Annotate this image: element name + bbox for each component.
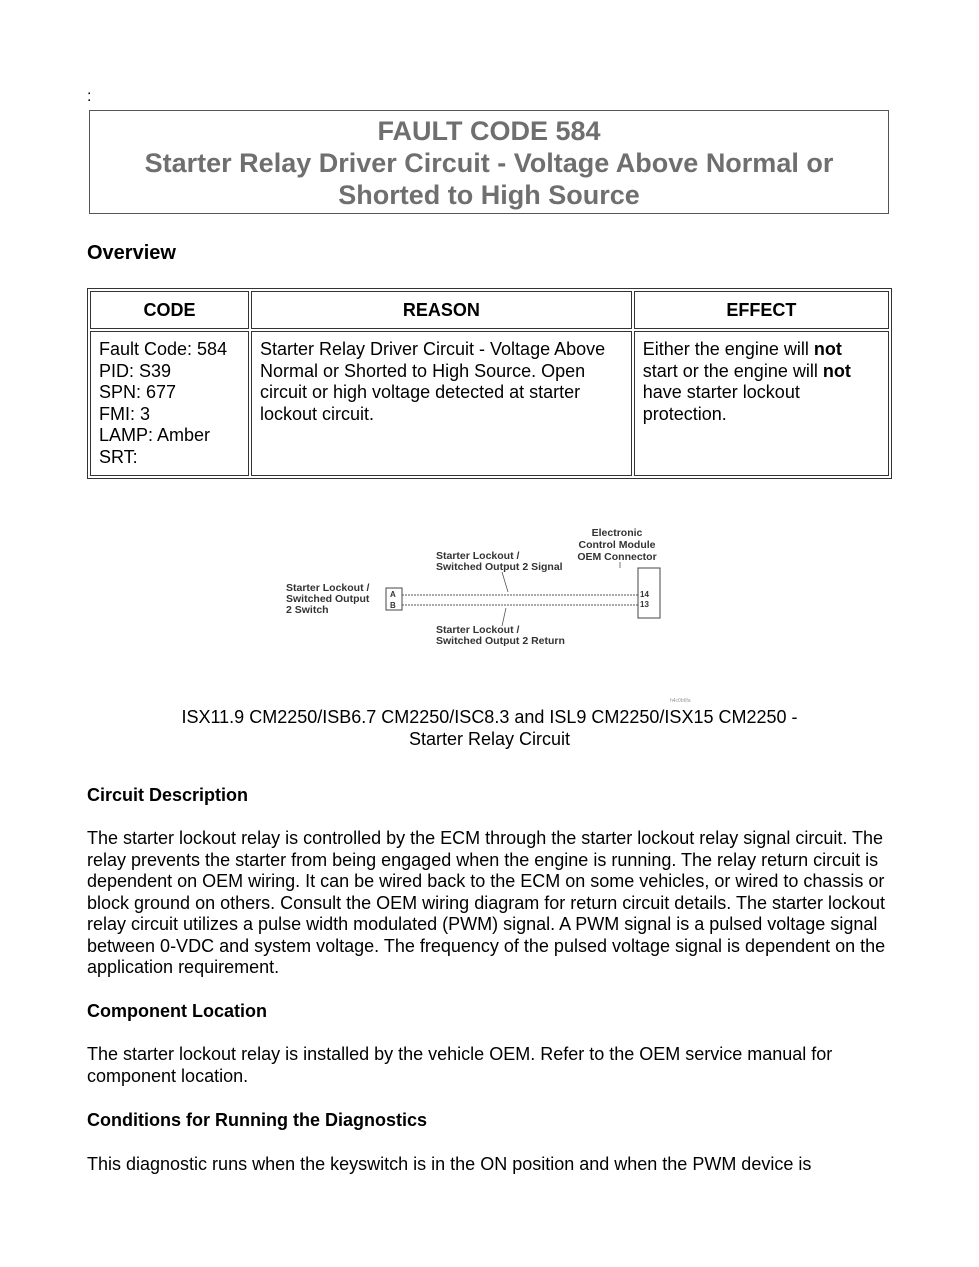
return-label-line2: Switched Output 2 Return <box>436 635 565 647</box>
diagram-caption <box>87 706 892 750</box>
table-row <box>90 331 889 476</box>
caption-line1: ISX11.9 CM2250/ISB6.7 CM2250/ISC8.3 and ISL9 CM2250/ISX15 CM2250 - <box>181 707 798 727</box>
conditions-heading: Conditions for Running the Diagnostics <box>87 1110 427 1130</box>
switch-label-line3: 2 Switch <box>286 604 329 616</box>
spn-value: SPN: 677 <box>99 382 177 402</box>
table-header-row <box>90 291 889 329</box>
caption-line2: Starter Relay Circuit <box>408 729 571 749</box>
pid-value: PID: S39 <box>99 360 172 381</box>
signal-leader <box>502 572 508 592</box>
fault-code-value: Fault Code: 584 <box>99 339 228 359</box>
column-header-reason: REASON <box>251 291 632 329</box>
fault-code-title: FAULT CODE 584 <box>377 116 601 146</box>
fault-description-line2: Shorted to High Source <box>338 180 640 210</box>
srt-value: SRT: <box>99 446 138 467</box>
circuit-description-text: The starter lockout relay is controlled by the ECM through the starter lockout relay signal circuit. The relay prevents the starter from being engaged when the engine is running. The relay return circuit is dependent on OEM wiring. It can be wired back to the ECM on some vehicles, or wired to chassis or block ground on others. Consult the OEM wiring diagram for return circuit details. The starter lockout relay circuit utilizes a pulse width modulated (PWM) signal. A PWM signal is a pulsed voltage signal between 0-VDC and system voltage. The frequency of the pulsed voltage signal is dependent on the application requirement. <box>87 828 886 977</box>
signal-label-line2: Switched Output 2 Signal <box>436 561 563 573</box>
circuit-description-heading: Circuit Description <box>87 785 249 805</box>
return-label-line1: Starter Lockout / <box>436 624 520 636</box>
fault-title-box <box>89 110 889 214</box>
page-marker: : <box>87 88 92 105</box>
starter-relay-wiring-diagram <box>280 520 710 710</box>
column-header-effect: EFFECT <box>634 291 889 329</box>
pin-b-label: B <box>390 601 396 610</box>
ecm-label-line1: Electronic <box>591 527 643 539</box>
column-header-code: CODE <box>90 291 249 329</box>
component-location-heading: Component Location <box>87 1001 267 1021</box>
ecm-label-line3: OEM Connector <box>577 551 657 563</box>
switch-label-line1: Starter Lockout / <box>286 582 370 594</box>
overview-heading: Overview <box>87 242 176 264</box>
effect-cell: Either the engine will not start or the engine will not have starter lockout protection. <box>634 331 889 476</box>
pin-13-label: 13 <box>640 600 649 609</box>
switch-label-line2: Switched Output <box>286 593 370 605</box>
fault-description-line1: Starter Relay Driver Circuit - Voltage Above Normal or <box>144 148 834 178</box>
fmi-value: FMI: 3 <box>99 403 151 424</box>
pin-a-label: A <box>390 590 396 599</box>
code-cell <box>90 331 249 476</box>
conditions-text: This diagnostic runs when the keyswitch is in the ON position and when the PWM device is <box>87 1154 812 1174</box>
ecm-label-line2: Control Module <box>578 539 656 551</box>
figure-id: h4c0b6fa <box>670 698 691 704</box>
component-location-text: The starter lockout relay is installed by the vehicle OEM. Refer to the OEM service manual for component location. <box>87 1044 833 1086</box>
lamp-value: LAMP: Amber <box>99 425 211 445</box>
signal-label-line1: Starter Lockout / <box>436 550 520 562</box>
pin-14-label: 14 <box>640 590 649 599</box>
overview-table <box>87 288 892 479</box>
reason-cell: Starter Relay Driver Circuit - Voltage Above Normal or Shorted to High Source. Open circuit or high voltage detected at starter lockout circuit. <box>251 331 632 476</box>
